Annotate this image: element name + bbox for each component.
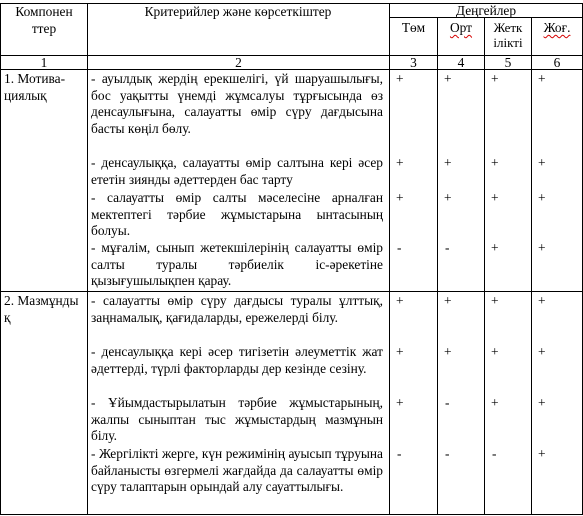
table-border-left (0, 3, 1, 515)
level-mark: + (491, 293, 499, 308)
col-number-3: 3 (410, 55, 417, 70)
level-column-line-1 (437, 17, 438, 515)
level-mark: + (491, 240, 499, 255)
level-mark: - (492, 446, 497, 461)
level-mark: + (538, 240, 546, 255)
level-mark: + (538, 395, 546, 410)
level-mark: + (396, 395, 404, 410)
col-number-2: 2 (235, 55, 242, 70)
level-mark: + (396, 71, 404, 86)
level-mark: + (538, 190, 546, 205)
level-mark: + (538, 155, 546, 170)
criterion-text: - мұғалім, сынып жетекшілерінің салауатты өмір салты туралы тәрбиелік іс-әрекетіне қызығушылықпен қарау. (91, 240, 383, 289)
col-number-6: 6 (553, 55, 561, 70)
component-motivational: 1. Мотива- циялық (4, 71, 66, 103)
level-low: Төм (401, 20, 426, 35)
level-mark: + (538, 446, 546, 461)
level-mark: + (444, 155, 452, 170)
level-mark: + (396, 190, 404, 205)
criterion-text: - денсаулыққа кері әсер тигізетін әлеуметтік жат әдеттерді, түрлі факторларды дер кезінде сезіну. (91, 344, 383, 376)
col-number-4: 4 (457, 55, 465, 70)
level-mark: + (396, 344, 404, 359)
header-criteria: Критерийлер және көрсеткіштер (144, 4, 332, 19)
level-mark: + (444, 293, 452, 308)
level-mark: + (538, 293, 546, 308)
level-mark: + (538, 71, 546, 86)
level-mark: + (396, 155, 404, 170)
level-mark: - (397, 240, 402, 255)
level-mark: + (444, 190, 452, 205)
col-number-5: 5 (504, 55, 512, 70)
level-mark: - (445, 446, 450, 461)
criterion-text: - Жергілікті жерге, күн режимінің ауысып тұруына байланысты өзгермелі жағдайда да салауатты өмір сүру талаптарын орындай алу сауаттылығы. (91, 446, 383, 495)
component-content: 2. Мазмұнды қ (4, 293, 79, 325)
level-mark: + (491, 155, 499, 170)
criterion-text: - Ұйымдастырылатын тәрбие жұмыстарының, жалпы сыныптан тыс жұмыстардың мазмұнын білу. (91, 395, 383, 444)
level-mark: + (538, 344, 546, 359)
level-mark: + (491, 344, 499, 359)
level-mark: + (396, 293, 404, 308)
level-mark: + (491, 190, 499, 205)
level-mark: - (397, 446, 402, 461)
component-column-line (87, 3, 88, 515)
level-mark: - (445, 240, 450, 255)
level-column-line-2 (484, 17, 485, 515)
level-mark: + (491, 395, 499, 410)
level-column-line-3 (531, 17, 532, 515)
header-levels: Деңгейлер (455, 3, 517, 18)
level-sufficient: Жетк ілікті (493, 20, 523, 50)
criterion-text: - ауылдық жердің ерекшелігі, үй шаруашылығы, бос уақытты үнемді жұмсалуы тұрғысында өз денсаулығына, салауатты өмір сүру дағдысына басты көңіл бөлу. (91, 71, 383, 136)
header-component: Компонен ттер (15, 4, 73, 36)
level-mark: + (444, 71, 452, 86)
col-number-1: 1 (40, 55, 48, 70)
level-high: Жоғ. (543, 20, 571, 35)
level-medium: Орт (449, 20, 473, 35)
criterion-text: - денсаулыққа, салауатты өмір салтына кері әсер ететін зиянды әдеттерден бас тарту (91, 155, 383, 187)
criterion-text: - салауатты өмір салты мәселесіне арналған мектептегі тәрбие жұмыстарына ынтасының болуы. (91, 190, 383, 239)
level-mark: + (491, 71, 499, 86)
level-mark: - (445, 395, 450, 410)
criteria-column-line (389, 3, 390, 515)
level-mark: + (444, 344, 452, 359)
criterion-text: - салауатты өмір сүру дағдысы туралы ұлттық, заңнамалық, қағидаларды, ережелерді білу. (91, 293, 383, 325)
